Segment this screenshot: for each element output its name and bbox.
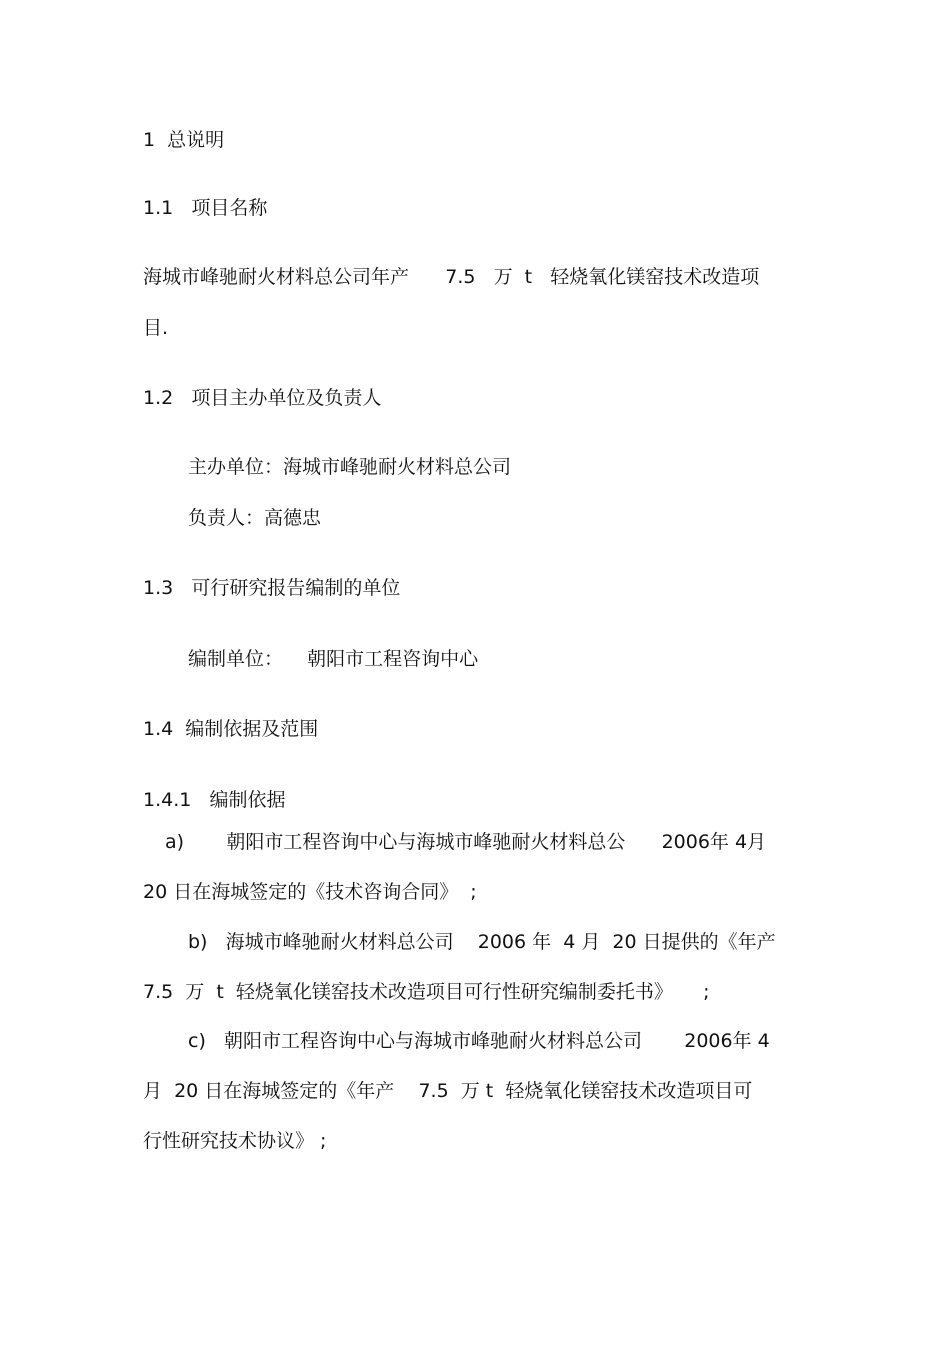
- basis-item-a-line-1: a) 朝阳市工程咨询中心与海城市峰驰耐火材料总公 2006年 4月: [165, 831, 767, 853]
- project-name-line-1: 海城市峰驰耐火材料总公司年产 7.5 万 t 轻烧氧化镁窑技术改造项: [143, 266, 760, 288]
- basis-item-c-line-3: 行性研究技术协议》 ;: [143, 1130, 327, 1152]
- basis-item-b-line-1: b) 海城市峰驰耐火材料总公司 2006 年 4 月 20 日提供的《年产: [188, 931, 776, 953]
- section-heading-1-2: 1.2 项目主办单位及负责人: [143, 387, 382, 409]
- basis-item-c-line-1: c) 朝阳市工程咨询中心与海城市峰驰耐火材料总公司 2006年 4: [188, 1030, 770, 1052]
- compiling-unit: 编制单位： 朝阳市工程咨询中心: [188, 648, 479, 670]
- project-name-line-2: 目.: [143, 317, 169, 339]
- sponsor-unit: 主办单位：海城市峰驰耐火材料总公司: [188, 456, 512, 478]
- section-heading-1-1: 1.1 项目名称: [143, 197, 268, 219]
- section-heading-1-4: 1.4 编制依据及范围: [143, 718, 319, 740]
- basis-item-a-line-2: 20 日在海城签定的《技术咨询合同》 ;: [143, 881, 477, 903]
- basis-item-c-line-2: 月 20 日在海城签定的《年产 7.5 万 t 轻烧氧化镁窑技术改造项目可: [143, 1080, 753, 1102]
- section-heading-1: 1 总说明: [143, 129, 225, 151]
- section-heading-1-3: 1.3 可行研究报告编制的单位: [143, 577, 401, 599]
- basis-item-b-line-2: 7.5 万 t 轻烧氧化镁窑技术改造项目可行性研究编制委托书》 ;: [143, 981, 710, 1003]
- section-heading-1-4-1: 1.4.1 编制依据: [143, 789, 286, 811]
- responsible-person: 负责人：高德忠: [188, 507, 322, 529]
